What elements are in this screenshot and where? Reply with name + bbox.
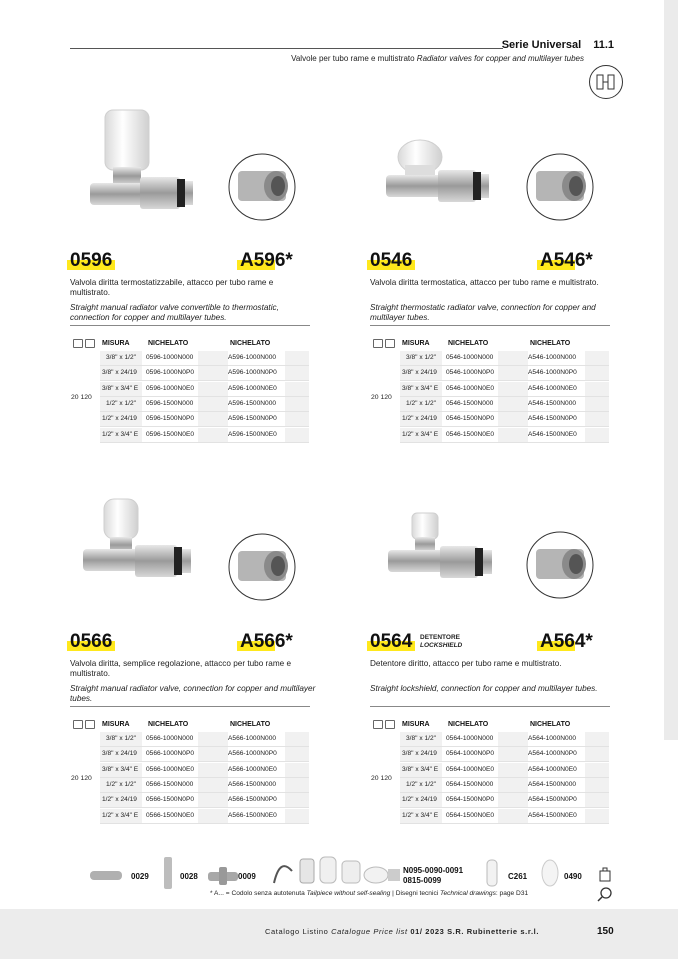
- row-code-alt: A564-1500N0P0: [528, 796, 577, 804]
- row-code-alt: A566-1500N000: [228, 780, 277, 788]
- box-icon: [73, 339, 83, 348]
- valve-0564-image: [385, 510, 497, 595]
- col-nichelato: NICHELATO: [148, 721, 189, 728]
- row-code: 0564-1500N0P0: [446, 796, 495, 804]
- row-code: 0564-1000N0E0: [446, 765, 495, 773]
- row-code: 0566-1000N000: [146, 735, 194, 742]
- valve-0596-image: [85, 105, 205, 220]
- row-code-alt: A564-1000N0E0: [528, 765, 577, 773]
- row-code: 0596-1500N0E0: [146, 430, 195, 438]
- row-size: 3/8" x 1/2": [406, 354, 436, 361]
- description-it: Valvola diritta termostatica, attacco per tubo rame e multistrato.: [370, 278, 599, 287]
- col-misura: MISURA: [402, 721, 430, 728]
- pack-quantity: 20 120: [371, 394, 392, 401]
- col-nichelato: NICHELATO: [448, 721, 489, 728]
- col-nichelato-alt: NICHELATO: [230, 721, 271, 728]
- row-code-alt: A546-1500N0E0: [528, 430, 577, 438]
- row-size: 3/8" x 3/4" E: [102, 384, 139, 392]
- row-size: 3/8" x 24/19: [102, 369, 137, 377]
- row-code-alt: A596-1500N000: [228, 399, 277, 407]
- side-tab: [664, 0, 678, 740]
- row-code-alt: A566-1000N000: [228, 735, 277, 742]
- col-nichelato: NICHELATO: [148, 340, 189, 347]
- row-code: 0566-1500N0P0: [146, 796, 195, 804]
- row-size: 1/2" x 1/2": [106, 399, 136, 407]
- col-nichelato-alt: NICHELATO: [230, 340, 271, 347]
- product-code: 0564: [370, 631, 412, 653]
- row-size: 3/8" x 24/19: [102, 750, 137, 758]
- accessory-0490-image: [541, 858, 559, 893]
- tailpiece-0564-image: [526, 531, 594, 599]
- carton-icon: [85, 720, 95, 729]
- row-code-alt: A596-1500N0P0: [228, 415, 277, 423]
- product-code-alt: A566*: [240, 631, 293, 653]
- row-code: 0546-1500N0P0: [446, 415, 495, 423]
- row-size: 3/8" x 1/2": [106, 735, 136, 742]
- row-code: 0596-1500N0P0: [146, 415, 195, 423]
- carton-icon: [385, 720, 395, 729]
- row-size: 1/2" x 3/4" E: [102, 811, 139, 819]
- product-code-alt: A546*: [540, 250, 593, 272]
- row-size: 1/2" x 3/4" E: [402, 811, 439, 819]
- accessory-code: 0028: [180, 872, 198, 881]
- col-nichelato-alt: NICHELATO: [530, 340, 571, 347]
- row-size: 1/2" x 24/19: [402, 796, 437, 804]
- row-code: 0596-1000N0P0: [146, 369, 195, 377]
- pack-quantity: 20 120: [371, 775, 392, 782]
- product-code: 0546: [370, 250, 412, 272]
- row-size: 1/2" x 3/4" E: [102, 430, 139, 438]
- col-misura: MISURA: [102, 721, 130, 728]
- row-size: 1/2" x 24/19: [102, 796, 137, 804]
- col-misura: MISURA: [102, 340, 130, 347]
- accessory-code: 0009: [238, 872, 256, 881]
- pack-quantity: 20 120: [71, 775, 92, 782]
- description-en: Straight thermostatic radiator valve, connection for copper and multilayer tubes.: [370, 303, 596, 322]
- carton-icon: [85, 339, 95, 348]
- accessory-0029-image: [88, 866, 124, 889]
- accessory-code: 0490: [564, 872, 582, 881]
- subtitle-en: Radiator valves for copper and multilayer tubes: [416, 54, 584, 63]
- row-size: 3/8" x 3/4" E: [402, 765, 439, 773]
- col-misura: MISURA: [402, 340, 430, 347]
- row-code-alt: A564-1000N000: [528, 735, 577, 742]
- row-code-alt: A546-1000N000: [528, 354, 577, 361]
- row-code-alt: A566-1000N0P0: [228, 750, 277, 758]
- divider: [70, 325, 310, 326]
- row-size: 3/8" x 1/2": [406, 735, 436, 742]
- divider: [370, 325, 610, 326]
- row-code: 0546-1500N0E0: [446, 430, 495, 438]
- description-en: Straight manual radiator valve convertible to thermostatic, connection for copper and multilayer tubes.: [70, 303, 279, 322]
- product-code-alt: A564*: [540, 631, 593, 653]
- row-code-alt: A564-1000N0P0: [528, 750, 577, 758]
- series-title: [502, 39, 614, 51]
- box-icon: [373, 720, 383, 729]
- row-code-alt: A566-1000N0E0: [228, 765, 277, 773]
- bag-icon: [598, 866, 612, 887]
- accessory-code: C261: [508, 872, 528, 881]
- divider: [370, 706, 610, 707]
- row-code-alt: A566-1500N0E0: [228, 811, 277, 819]
- row-code: 0566-1000N0E0: [146, 765, 195, 773]
- subtitle-it: Valvole per tubo rame e multistrato: [291, 54, 415, 63]
- row-size: 3/8" x 1/2": [106, 354, 136, 361]
- series-subtitle: [291, 54, 584, 63]
- page-number: 150: [597, 926, 614, 937]
- row-code-alt: A564-1500N0E0: [528, 811, 577, 819]
- accessory-0028-image: [162, 856, 174, 895]
- description-en: Straight manual radiator valve, connection for copper and multilayer tubes.: [70, 684, 316, 703]
- box-icon: [373, 339, 383, 348]
- row-code: 0596-1000N000: [146, 354, 194, 361]
- description-it: Valvola diritta termostatizzabile, attacco per tubo rame e multistrato.: [70, 278, 274, 297]
- row-code: 0564-1000N000: [446, 735, 494, 742]
- row-size: 3/8" x 24/19: [402, 750, 437, 758]
- pack-quantity: 20 120: [71, 394, 92, 401]
- product-code-alt: A596*: [240, 250, 293, 272]
- row-size: 1/2" x 3/4" E: [402, 430, 439, 438]
- description-en: Straight lockshield, connection for copper and multilayer tubes.: [370, 684, 598, 693]
- row-size: 3/8" x 3/4" E: [402, 384, 439, 392]
- row-size: 1/2" x 24/19: [402, 415, 437, 423]
- tailpiece-0596-image: [228, 153, 296, 221]
- row-code: 0566-1500N0E0: [146, 811, 195, 819]
- carton-icon: [385, 339, 395, 348]
- product-code: 0596: [70, 250, 112, 272]
- row-size: 1/2" x 1/2": [106, 780, 136, 788]
- row-size: 3/8" x 3/4" E: [102, 765, 139, 773]
- row-size: 1/2" x 1/2": [406, 399, 436, 407]
- row-code: 0596-1000N0E0: [146, 384, 195, 392]
- row-code-alt: A546-1000N0P0: [528, 369, 577, 377]
- row-code: 0564-1500N000: [446, 780, 494, 788]
- accessory-code: 0029: [131, 872, 149, 881]
- row-code-alt: A566-1500N0P0: [228, 796, 277, 804]
- search-icon[interactable]: [597, 887, 613, 908]
- accessory-code: N095-0090-0091: [403, 866, 464, 875]
- heads-accessory-image: [270, 853, 402, 894]
- row-code-alt: A546-1500N000: [528, 399, 577, 407]
- row-code-alt: A596-1000N0P0: [228, 369, 277, 377]
- row-code: 0566-1000N0P0: [146, 750, 195, 758]
- description-it: Valvola diritta, semplice regolazione, attacco per tubo rame e multistrato.: [70, 659, 292, 678]
- row-size: 1/2" x 24/19: [102, 415, 137, 423]
- product-code: 0566: [70, 631, 112, 653]
- valve-0546-image: [383, 130, 493, 225]
- footnote: * A... = Codolo senza autotenuta Tailpiece without self-sealing | Disegni tecnici Technical drawings: page D31: [210, 890, 529, 897]
- tailpiece-0546-image: [526, 153, 594, 221]
- col-nichelato: NICHELATO: [448, 340, 489, 347]
- col-nichelato-alt: NICHELATO: [530, 721, 571, 728]
- row-size: 3/8" x 24/19: [402, 369, 437, 377]
- product-code-suffix: DETENTORE LOCKSHIELD: [420, 634, 463, 649]
- row-code: 0546-1000N0E0: [446, 384, 495, 392]
- description-it: Detentore diritto, attacco per tubo rame e multistrato.: [370, 659, 562, 668]
- tailpiece-0566-image: [228, 533, 296, 601]
- row-code: 0564-1500N0E0: [446, 811, 495, 819]
- series-name: Serie Universal: [501, 39, 582, 51]
- header-rule: [70, 48, 503, 49]
- row-code-alt: A546-1000N0E0: [528, 384, 577, 392]
- valve-pictogram-icon: [589, 65, 623, 99]
- accessory-c261-image: [484, 858, 500, 893]
- divider: [70, 706, 310, 707]
- valve-0566-image: [80, 495, 205, 595]
- row-code: 0596-1500N000: [146, 399, 194, 407]
- row-code: 0546-1500N000: [446, 399, 494, 407]
- row-code: 0566-1500N000: [146, 780, 194, 788]
- accessory-code: 0815-0099: [403, 876, 442, 885]
- section-number: 11.1: [593, 39, 614, 51]
- row-code: 0546-1000N0P0: [446, 369, 495, 377]
- box-icon: [73, 720, 83, 729]
- row-size: 1/2" x 1/2": [406, 780, 436, 788]
- row-code-alt: A596-1500N0E0: [228, 430, 277, 438]
- row-code-alt: A546-1500N0P0: [528, 415, 577, 423]
- accessory-0009-image: [207, 866, 239, 891]
- row-code-alt: A596-1000N000: [228, 354, 277, 361]
- row-code: 0546-1000N000: [446, 354, 494, 361]
- row-code-alt: A564-1500N000: [528, 780, 577, 788]
- row-code: 0564-1000N0P0: [446, 750, 495, 758]
- footer-text: Catalogo Listino Catalogue Price list 01/ 2023 S.R. Rubinetterie s.r.l.: [265, 927, 539, 936]
- row-code-alt: A596-1000N0E0: [228, 384, 277, 392]
